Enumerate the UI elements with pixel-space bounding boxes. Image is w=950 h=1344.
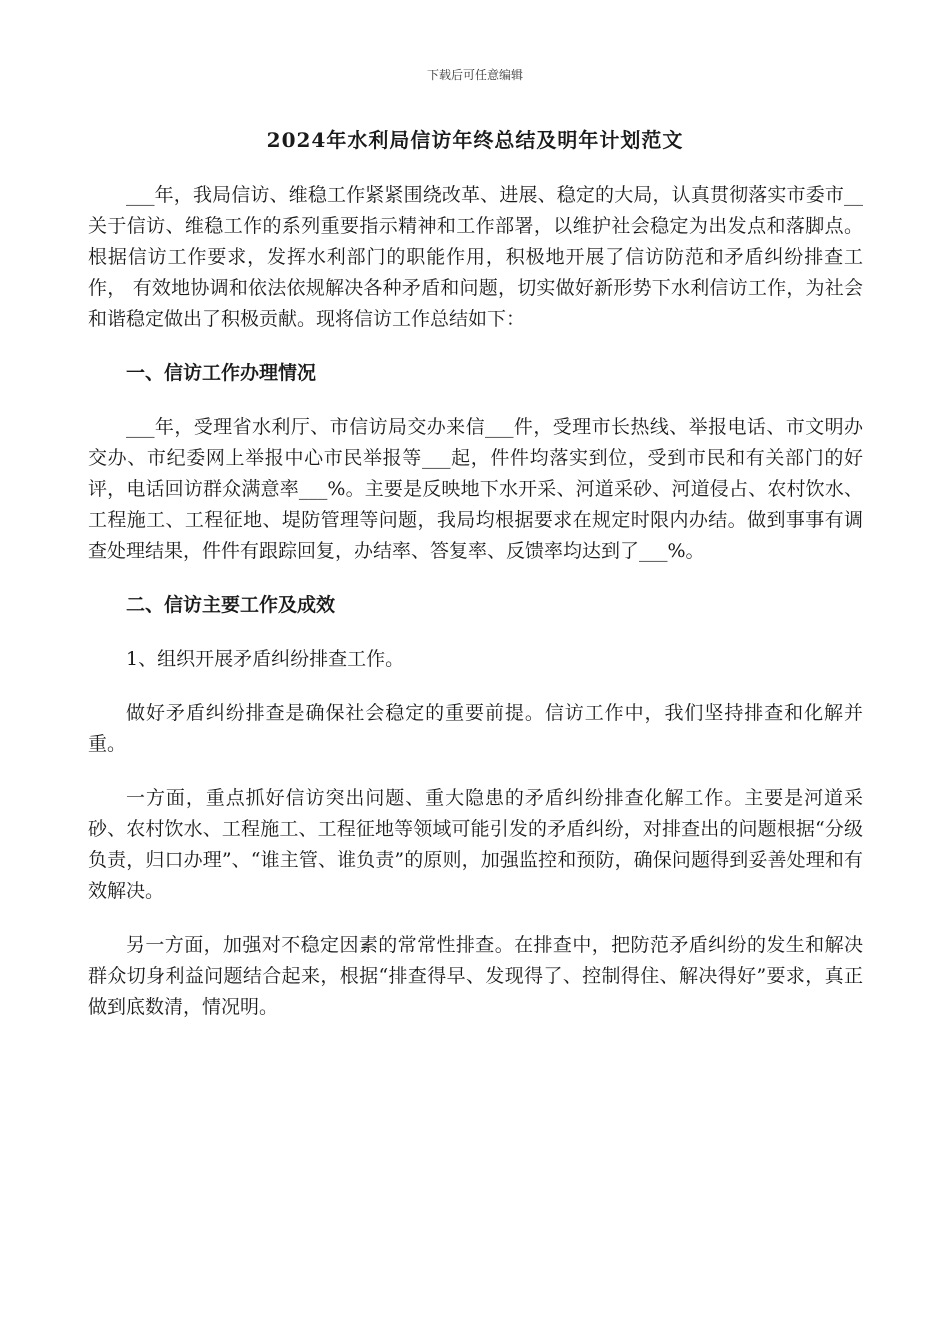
document-title: 2024年水利局信访年终总结及明年计划范文 bbox=[266, 128, 684, 152]
section-heading-2: 二、信访主要工作及成效 bbox=[126, 594, 336, 616]
header-note: 下载后可任意编辑 bbox=[426, 68, 523, 82]
section-2-paragraph-3: 另一方面，加强对不稳定因素的常常性排查。在排查中，把防范矛盾纠纷的发生和解决群众切身利益问题结合起来，根据“排查得早、发现得了、控制得住、解决得好”要求，真正做到底数清，情况明。 bbox=[88, 934, 863, 1018]
section-2-paragraph-1: 做好矛盾纠纷排查是确保社会稳定的重要前提。信访工作中，我们坚持排查和化解并重。 bbox=[88, 702, 863, 755]
section-2-paragraph-2: 一方面，重点抓好信访突出问题、重大隐患的矛盾纠纷排查化解工作。主要是河道采砂、农村饮水、工程施工、工程征地等领域可能引发的矛盾纠纷，对排查出的问题根据“分级负责，归口办理”、“谁主管、谁负责”的原则，加强监控和预防，确保问题得到妥善处理和有效解决。 bbox=[88, 787, 863, 902]
document-body bbox=[88, 180, 863, 1046]
intro-paragraph: ___年，我局信访、维稳工作紧紧围绕改革、进展、稳定的大局，认真贯彻落实市委市__关于信访、维稳工作的系列重要指示精神和工作部署，以维护社会稳定为出发点和落脚点。根据信访工作要求，发挥水利部门的职能作用，积极地开展了信访防范和矛盾纠纷排查工作， 有效地协调和依法依规解决各种矛盾和问题，切实做好新形势下水利信访工作，为社会和谐稳定做出了积极贡献。现将信访工作总结如下： bbox=[88, 184, 863, 330]
section-1-paragraph: ___年，受理省水利厅、市信访局交办来信___件，受理市长热线、举报电话、市文明办交办、市纪委网上举报中心市民举报等___起，件件均落实到位，受到市民和有关部门的好评，电话回访群众满意率___%。主要是反映地下水开采、河道采砂、河道侵占、农村饮水、工程施工、工程征地、堤防管理等问题，我局均根据要求在规定时限内办结。做到事事有调查处理结果，件件有跟踪回复，办结率、答复率、反馈率均达到了___%。 bbox=[88, 416, 863, 562]
section-heading-1: 一、信访工作办理情况 bbox=[126, 362, 317, 384]
subsection-title-1: 1、组织开展矛盾纠纷排查工作。 bbox=[126, 648, 405, 670]
